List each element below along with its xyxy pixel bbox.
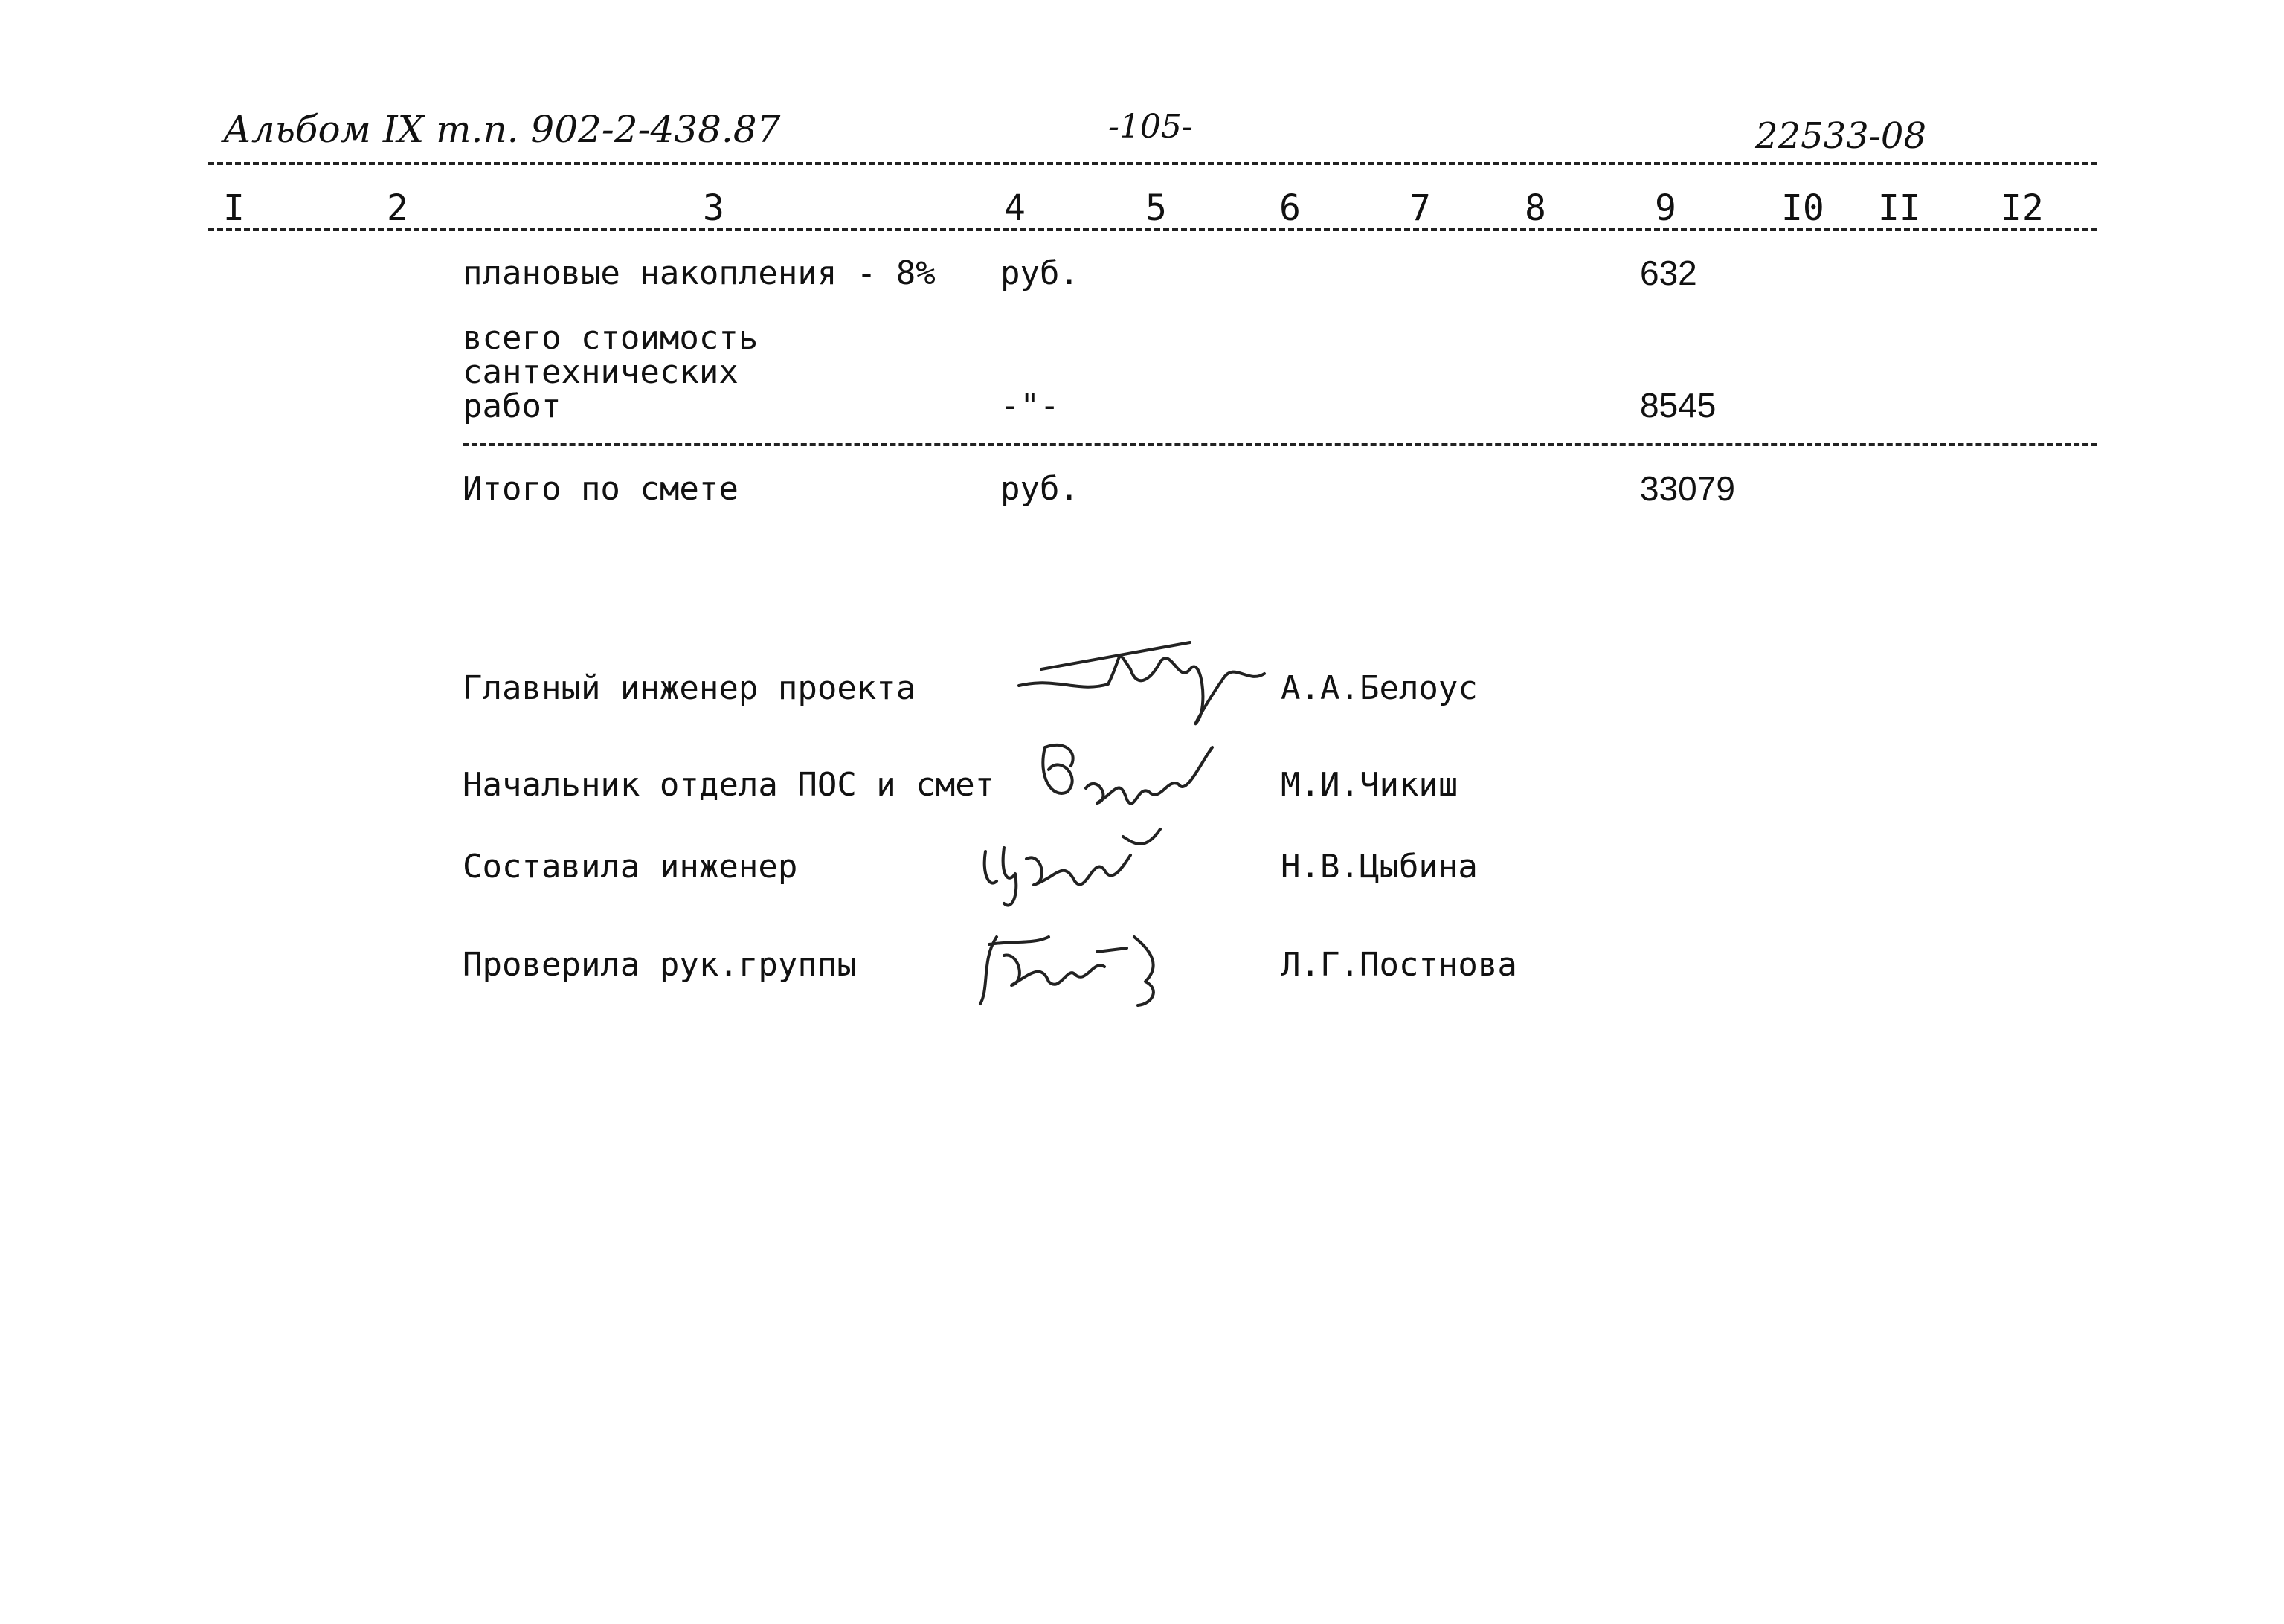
- column-number: 5: [1145, 187, 1167, 229]
- column-number: 7: [1409, 187, 1431, 229]
- row-description: [463, 321, 758, 424]
- column-number: 9: [1655, 187, 1676, 229]
- signatory-name: Н.В.Цыбина: [1281, 848, 1478, 886]
- total-label: Итого по смете: [463, 470, 739, 508]
- album-reference: Альбом IX т.п. 902-2-438.87: [223, 108, 781, 151]
- total-divider: [463, 443, 2097, 446]
- column-number: I: [223, 187, 245, 229]
- row-description-line: сантехнических: [463, 353, 739, 391]
- column-number: II: [1878, 187, 1921, 229]
- row-description: плановые накопления - 8%: [463, 254, 936, 292]
- header-divider: [208, 162, 2097, 165]
- signature: [1011, 639, 1279, 736]
- column-header-divider: [208, 228, 2097, 231]
- row-value: 8545: [1640, 386, 1717, 425]
- signatory-name: А.А.Белоус: [1281, 669, 1478, 707]
- signatory-title: Главный инженер проекта: [463, 669, 916, 707]
- row-description-line: работ: [463, 387, 562, 425]
- signatory-title: Проверила рук.группы: [463, 946, 857, 984]
- signatory-name: М.И.Чикиш: [1281, 766, 1458, 804]
- total-value: 33079: [1640, 469, 1735, 508]
- column-number: 8: [1525, 187, 1546, 229]
- signatory-title: Начальник отдела ПОС и смет: [463, 766, 995, 804]
- column-number: 4: [1004, 187, 1026, 229]
- signature: [967, 922, 1190, 1011]
- column-number: 3: [703, 187, 724, 229]
- signature: [1030, 732, 1223, 825]
- document-code: 22533-08: [1755, 115, 1926, 157]
- row-value: 632: [1640, 254, 1697, 292]
- signatory-name: Л.Г.Постнова: [1281, 946, 1517, 984]
- column-number: 2: [387, 187, 408, 229]
- column-number: I0: [1781, 187, 1824, 229]
- column-number: I2: [2001, 187, 2044, 229]
- row-description-line: всего стоимость: [463, 319, 759, 357]
- column-number: 6: [1279, 187, 1301, 229]
- row-unit: руб.: [1000, 254, 1079, 292]
- row-unit: -"-: [1000, 387, 1060, 425]
- page-number: -105-: [1108, 108, 1193, 146]
- total-unit: руб.: [1000, 470, 1079, 508]
- signature: [974, 814, 1168, 918]
- signatory-title: Составила инженер: [463, 848, 798, 886]
